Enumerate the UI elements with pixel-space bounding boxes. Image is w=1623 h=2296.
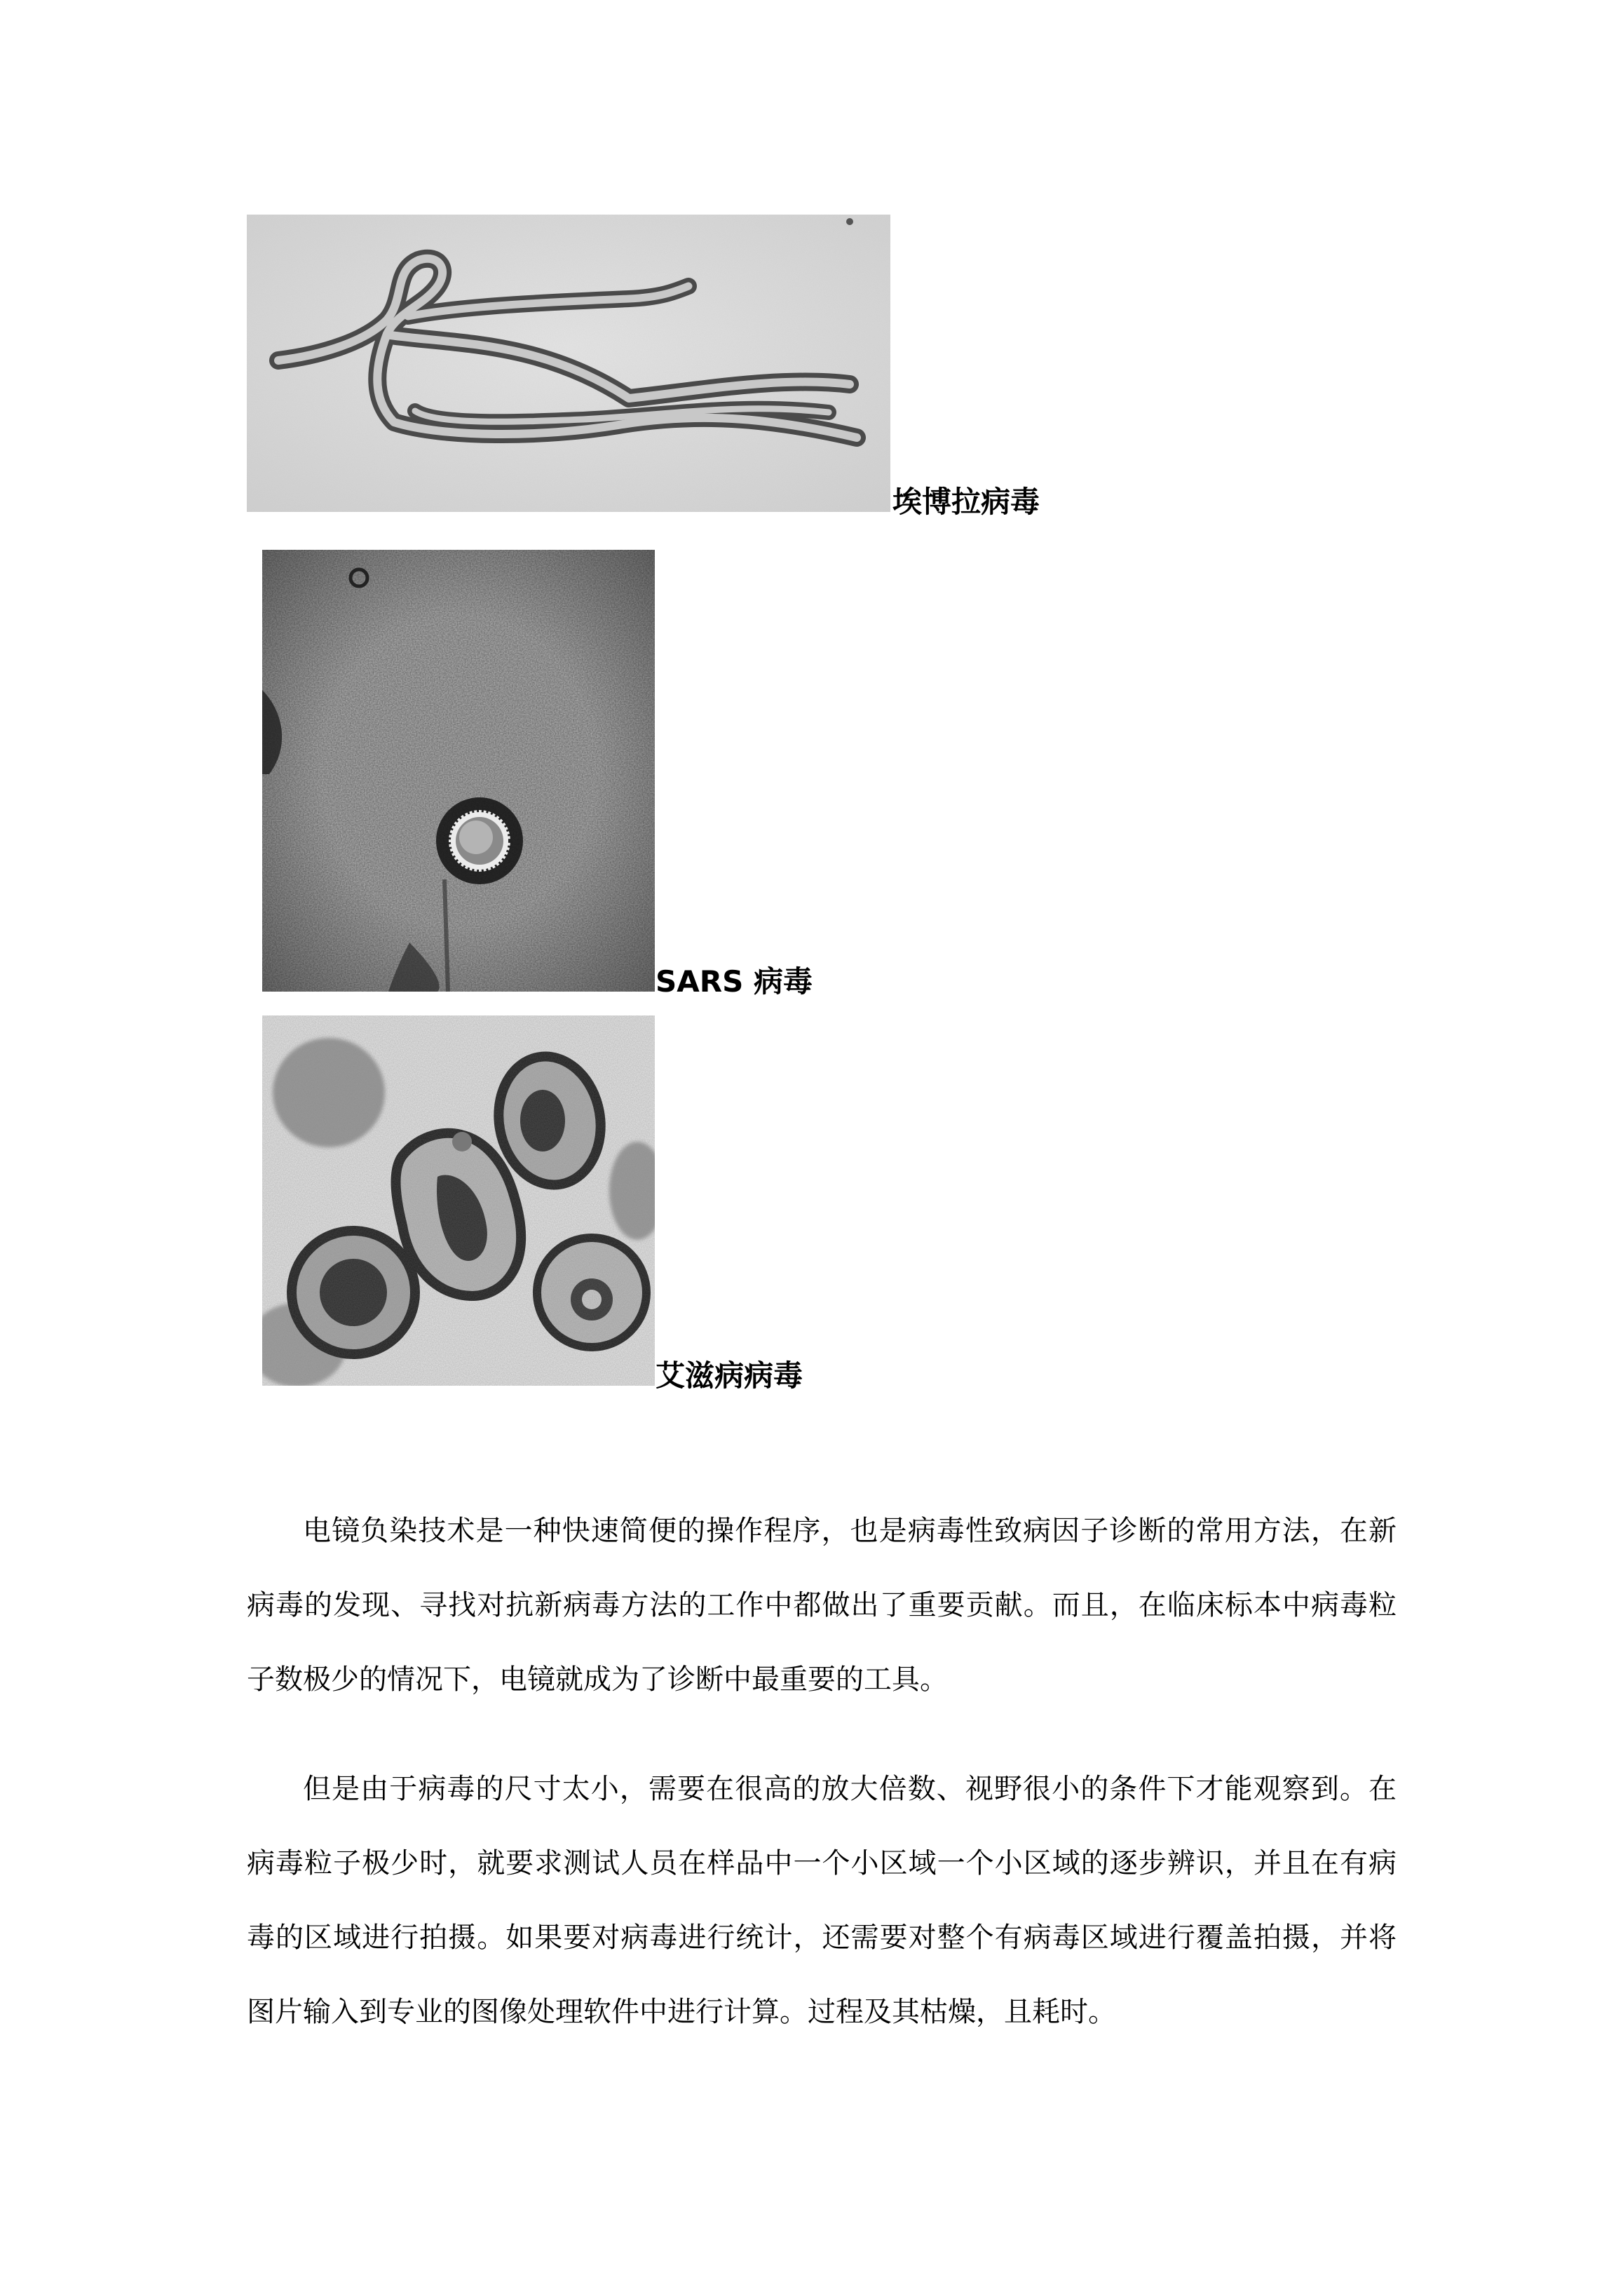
paragraph-negative-staining	[247, 1494, 1397, 1717]
hiv-virus-micrograph	[262, 1015, 655, 1386]
paragraph-line: 子数极少的情况下，电镜就成为了诊断中最重要的工具。	[247, 1663, 948, 1696]
paragraph-line: 电镜负染技术是一种快速简便的操作程序，也是病毒性致病因子诊断的常用方法，在新	[303, 1515, 1397, 1547]
ebola-caption: 埃博拉病毒	[892, 485, 1040, 519]
paragraph-line: 但是由于病毒的尺寸太小，需要在很高的放大倍数、视野很小的条件下才能观察到。在	[303, 1773, 1397, 1805]
hiv-caption: 艾滋病病毒	[656, 1358, 803, 1393]
paragraph-line: 图片输入到专业的图像处理软件中进行计算。过程及其枯燥，且耗时。	[247, 1996, 1116, 2028]
sars-virus-micrograph	[262, 550, 655, 992]
paragraph-line: 毒的区域进行拍摄。如果要对病毒进行统计，还需要对整个有病毒区域进行覆盖拍摄，并将	[247, 1922, 1397, 1954]
ebola-virus-micrograph	[247, 215, 890, 512]
paragraph-line: 病毒粒子极少时，就要求测试人员在样品中一个小区域一个小区域的逐步辨识，并且在有病	[247, 1847, 1397, 1879]
paragraph-virus-size-limitation	[247, 1752, 1397, 2049]
paragraph-line: 病毒的发现、寻找对抗新病毒方法的工作中都做出了重要贡献。而且，在临床标本中病毒粒	[247, 1589, 1397, 1621]
sars-caption: SARS 病毒	[656, 964, 813, 999]
